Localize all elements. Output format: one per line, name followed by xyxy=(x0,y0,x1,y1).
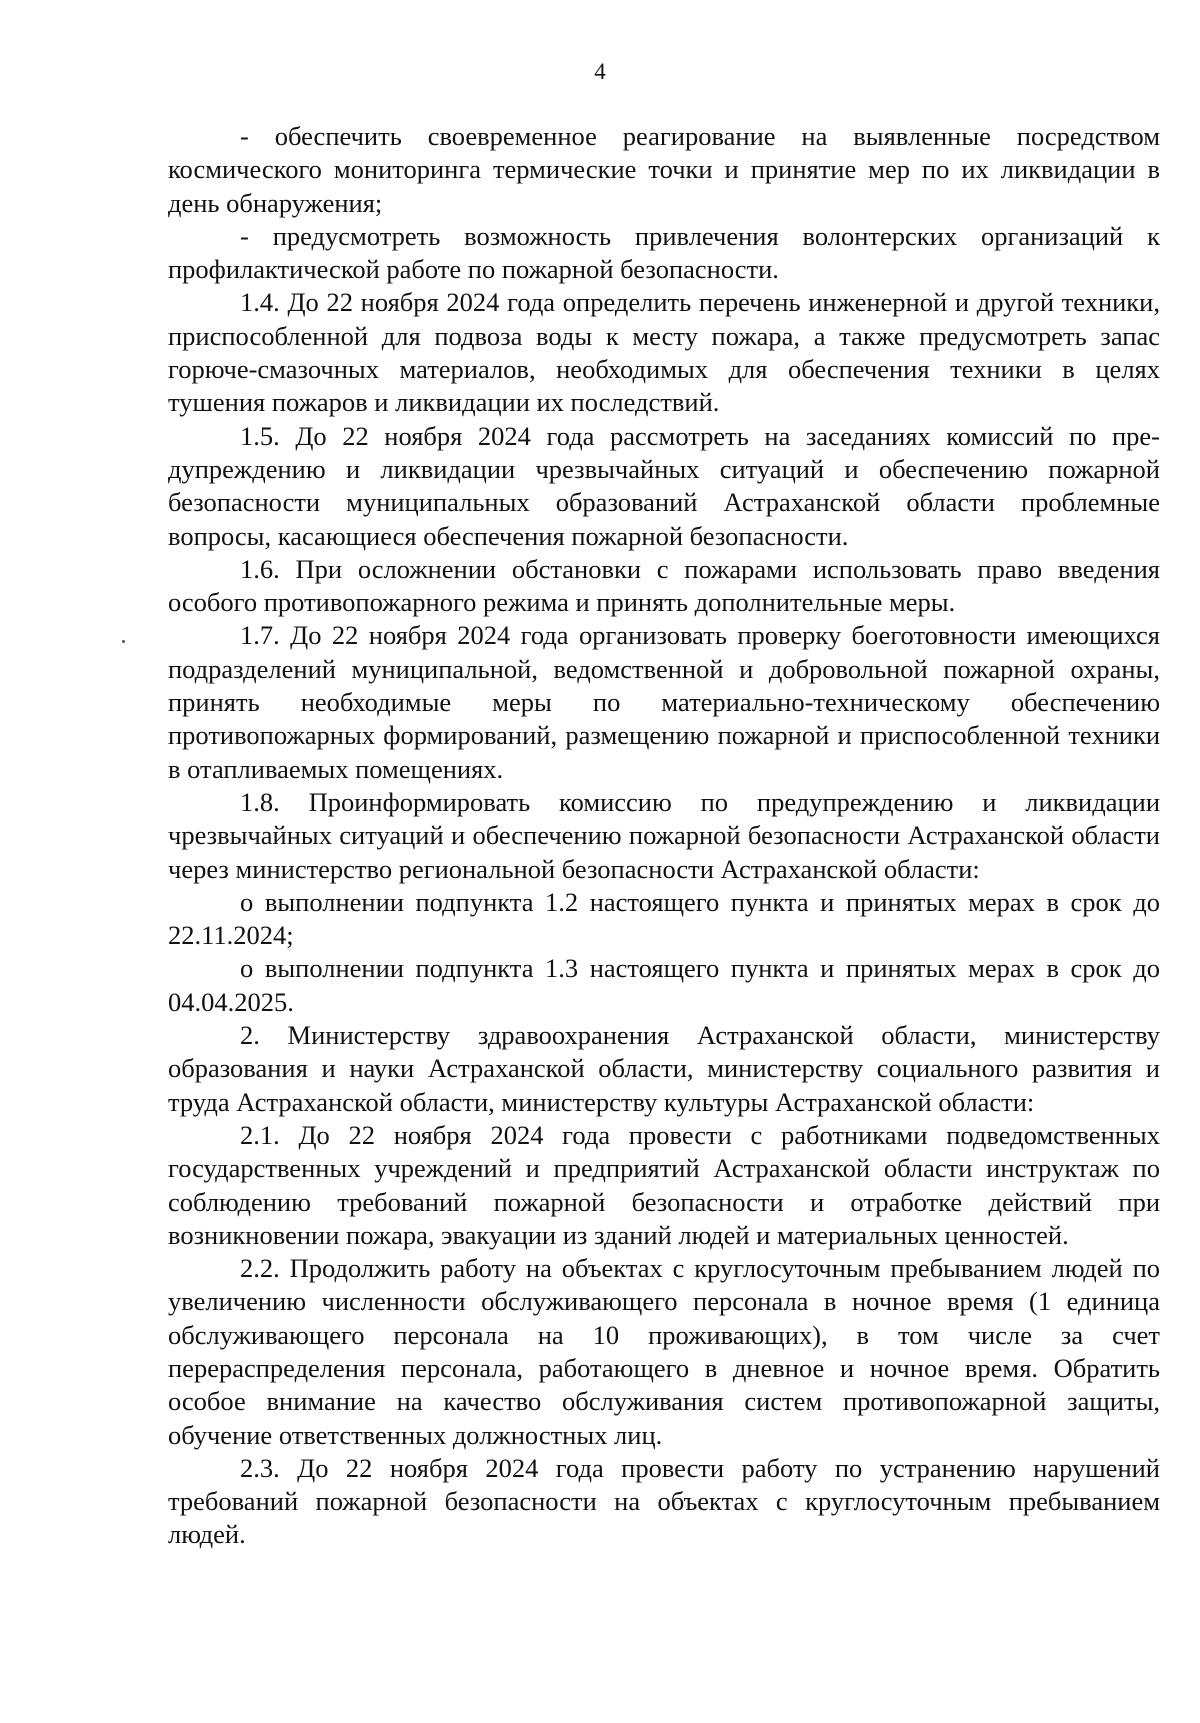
paragraph-report-1-3: о выполнении подпункта 1.3 настоящего пункта и принятых мерах в срок до 04.04.2025. xyxy=(168,953,1160,1017)
paragraph-1-4: 1.4. До 22 ноября 2024 года определить перечень инженерной и другой техники, приспособленной для подвоза воды к месту пожара, а также предусмотреть запас горюче-смазочных материалов, необходимых для обеспечения техники в целях тушения пожаров и ликвидации их последствий. xyxy=(168,287,1160,418)
paragraph-2-2: 2.2. Продолжить работу на объектах с круглосуточным пребыванием людей по увеличению численности обслуживающего персонала в ночное время (1 единица обслуживающего персонала на 10 проживающих), в том числе за счет перераспределения персонала, работающего в дневное и ночное время. Обратить особое внимание на качество обслуживания систем противопожарной защиты, обучение ответственных должностных лиц. xyxy=(168,1253,1160,1450)
paragraph-1-5: 1.5. До 22 ноября 2024 года рассмотреть на заседаниях комиссий по предупреждению и ликвидации чрезвычайных ситуаций и обеспечению пожарной безопасности муниципальных образований Астраханской области проблемные вопросы, касающиеся обеспечения пожарной безопасности. xyxy=(168,420,1160,551)
paragraph-1-6: 1.6. При осложнении обстановки с пожарами использовать право введения особого противопожарного режима и принять дополнительные меры. xyxy=(168,553,1160,618)
paragraph-2-3: 2.3. До 22 ноября 2024 года провести работу по устранению нарушений требований пожарной безопасности на объектах с круглосуточным пребыванием людей. xyxy=(168,1452,1160,1550)
paragraph-1-7: 1.7. До 22 ноября 2024 года организовать проверку боеготовности имеющихся подразделений муниципальной, ведомственной и добровольной пожарной охраны, принять необходимые меры по материально-техническому обеспечению противопожарных формирований, размещению пожарной и приспособленной техники в отапливаемых помещениях. xyxy=(168,620,1160,784)
paragraph-monitoring-response: - обеспечить своевременное реагирование на выявленные посредством космического мониторинга термические точки и принятие мер по их ликвидации в день обнаружения; xyxy=(168,121,1160,218)
paragraph-report-1-2: о выполнении подпункта 1.2 настоящего пункта и принятых мерах в срок до 22.11.2024; xyxy=(168,886,1160,951)
page-number: 4 xyxy=(594,59,606,84)
paragraph-volunteers: - предусмотреть возможность привлечения волонтерских организаций к профилактической работе по пожарной безопасности. xyxy=(168,220,1160,285)
paragraph-1-8: 1.8. Проинформировать комиссию по предупреждению и ликвидации чрезвычайных ситуаций и обеспечению пожарной безопасности Астраханской области через министерство региональной безопасности Астраханской области: xyxy=(168,786,1160,884)
paragraph-2-1: 2.1. До 22 ноября 2024 года провести с работниками подведомственных государственных учреждений и предприятий Астраханской области инструктаж по соблюдению требований пожарной безопасности и отработке действий при возникновении пожара, эвакуации из зданий людей и материальных ценностей. xyxy=(168,1119,1160,1250)
scan-speck xyxy=(122,640,125,643)
document-body xyxy=(168,120,1160,1552)
paragraph-2: 2. Министерству здравоохранения Астраханской области, министерству образования и науки Астраханской области, министерству социального развития и труда Астраханской области, министерству культуры Астраханской области: xyxy=(168,1020,1160,1117)
